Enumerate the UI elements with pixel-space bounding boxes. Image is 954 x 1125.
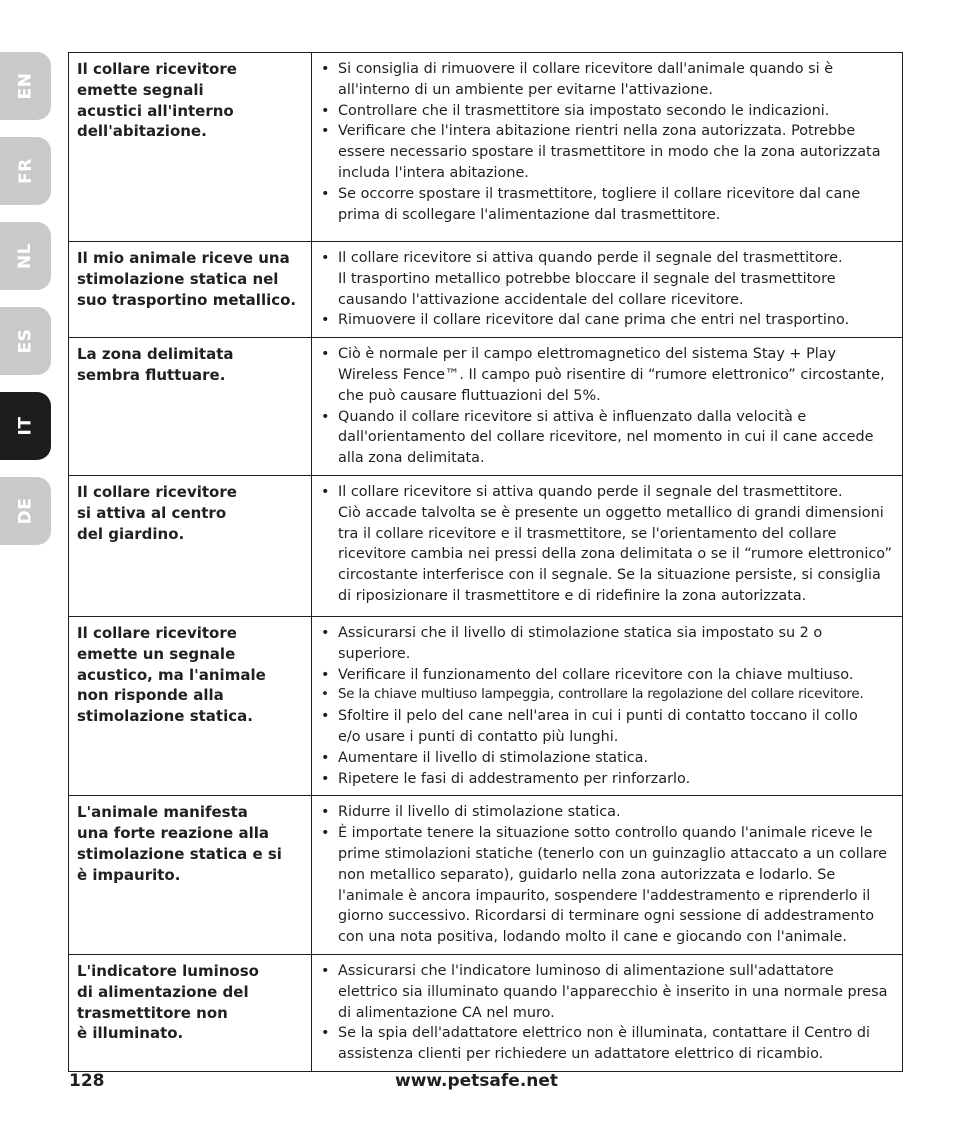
problem-cell bbox=[69, 954, 312, 1071]
problem-text: Il collare ricevitore emette segnali acustici all'interno dell'abitazione. bbox=[77, 60, 237, 141]
solution-item: • Se la spia dell'adattatore elettrico non è illuminata, contattare il Centro di assistenza clienti per richiedere un adattatore elettrico di ricambio. bbox=[318, 1023, 896, 1065]
solution-list bbox=[318, 802, 896, 948]
solution-item: • Se occorre spostare il trasmettitore, togliere il collare ricevitore dal cane prima di scollegare l'alimentazione dal trasmettitore. bbox=[318, 184, 896, 226]
solution-item: • Ciò è normale per il campo elettromagnetico del sistema Stay + Play Wireless Fence™. Il campo può risentire di “rumore elettronico” circostante, che può causare fluttuazioni del 5%. bbox=[318, 344, 896, 406]
problem-cell bbox=[69, 616, 312, 795]
solution-cell bbox=[312, 616, 903, 795]
table-row bbox=[69, 475, 903, 616]
solution-cell bbox=[312, 242, 903, 338]
solution-item: • Rimuovere il collare ricevitore dal cane prima che entri nel trasportino. bbox=[318, 310, 896, 331]
language-tab-nl[interactable] bbox=[0, 222, 51, 290]
table-row bbox=[69, 954, 903, 1071]
solution-list bbox=[318, 623, 896, 789]
solution-item: • Verificare il funzionamento del collare ricevitore con la chiave multiuso. bbox=[318, 665, 896, 686]
language-tab-label: ES bbox=[15, 328, 36, 354]
problem-cell bbox=[69, 53, 312, 242]
solution-item: • Ridurre il livello di stimolazione statica. bbox=[318, 802, 896, 823]
solution-list bbox=[318, 482, 896, 607]
table-row bbox=[69, 338, 903, 476]
language-tab-label: IT bbox=[15, 416, 36, 436]
solution-cell bbox=[312, 954, 903, 1071]
solution-cell bbox=[312, 338, 903, 476]
solution-item: • Assicurarsi che l'indicatore luminoso di alimentazione sull'adattatore elettrico sia illuminato quando l'apparecchio è inserito in una normale presa di alimentazione CA nel muro. bbox=[318, 961, 896, 1023]
problem-text: Il collare ricevitore si attiva al centro del giardino. bbox=[77, 482, 237, 543]
problem-text: L'animale manifesta una forte reazione alla stimolazione statica e si è impaurito. bbox=[77, 803, 282, 884]
solution-cell bbox=[312, 53, 903, 242]
solution-item: • Sfoltire il pelo del cane nell'area in cui i punti di contatto toccano il collo e/o usare i punti di contatto più lunghi. bbox=[318, 706, 896, 748]
solution-item: • Il collare ricevitore si attiva quando perde il segnale del trasmettitore. Ciò accade talvolta se è presente un oggetto metallico di grandi dimensioni tra il collare ricevitore e il trasmettitore, se l'orientamento del collare ricevitore cambia nei pressi della zona delimitata o se il “rumore elettronico” circostante interferisce con il segnale. Se la situazione persiste, si consiglia di riposizionare il trasmettitore e di ridefinire la zona autorizzata. bbox=[318, 482, 896, 607]
language-tab-label: FR bbox=[15, 158, 36, 184]
problem-cell bbox=[69, 242, 312, 338]
solution-cell bbox=[312, 475, 903, 616]
solution-list bbox=[318, 59, 896, 225]
troubleshooting-table bbox=[68, 52, 903, 1072]
solution-item: • Ripetere le fasi di addestramento per rinforzarlo. bbox=[318, 769, 896, 790]
solution-item: • Verificare che l'intera abitazione rientri nella zona autorizzata. Potrebbe essere necessario spostare il trasmettitore in modo che la zona autorizzata includa l'intera abitazione. bbox=[318, 121, 896, 183]
language-tab-fr[interactable] bbox=[0, 137, 51, 205]
table-row bbox=[69, 796, 903, 955]
problem-text: Il collare ricevitore emette un segnale acustico, ma l'animale non risponde alla stimolazione statica. bbox=[77, 623, 266, 726]
problem-text: L'indicatore luminoso di alimentazione del trasmettitore non è illuminato. bbox=[77, 961, 259, 1043]
problem-cell bbox=[69, 475, 312, 616]
language-tab-de[interactable] bbox=[0, 477, 51, 545]
problem-cell bbox=[69, 338, 312, 476]
table-row bbox=[69, 242, 903, 338]
table-row bbox=[69, 53, 903, 242]
solution-list bbox=[318, 961, 896, 1065]
language-tab-it[interactable] bbox=[0, 392, 51, 460]
solution-item: • È importate tenere la situazione sotto controllo quando l'animale riceve le prime stimolazioni statiche (tenerlo con un guinzaglio attaccato a un collare non metallico separato), guidarlo nella zona autorizzata e lodarlo. Se l'animale è ancora impaurito, sospendere l'addestramento e riprenderlo il giorno successivo. Ricordarsi di terminare ogni sessione di addestramento con una nota positiva, lodando molto il cane e giocando con l'animale. bbox=[318, 823, 896, 948]
language-tab-es[interactable] bbox=[0, 307, 51, 375]
table-row bbox=[69, 616, 903, 795]
language-tab-en[interactable] bbox=[0, 52, 51, 120]
solution-item: • Aumentare il livello di stimolazione statica. bbox=[318, 748, 896, 769]
solution-item: • Controllare che il trasmettitore sia impostato secondo le indicazioni. bbox=[318, 101, 896, 122]
problem-cell bbox=[69, 796, 312, 955]
problem-text: Il mio animale riceve una stimolazione statica nel suo trasportino metallico. bbox=[77, 249, 297, 309]
problem-text: La zona delimitata sembra fluttuare. bbox=[77, 345, 234, 384]
solution-item: • Assicurarsi che il livello di stimolazione statica sia impostato su 2 o superiore. bbox=[318, 623, 896, 665]
solution-list bbox=[318, 344, 896, 469]
solution-cell bbox=[312, 796, 903, 955]
solution-item: • Il collare ricevitore si attiva quando perde il segnale del trasmettitore. Il trasportino metallico potrebbe bloccare il segnale del trasmettitore causando l'attivazione accidentale del collare ricevitore. bbox=[318, 248, 896, 310]
page-number: 128 bbox=[69, 1071, 105, 1091]
solution-item: • Se la chiave multiuso lampeggia, controllare la regolazione del collare ricevitore. bbox=[318, 685, 896, 706]
language-tab-label: NL bbox=[15, 242, 36, 270]
footer-website: www.petsafe.net bbox=[395, 1071, 559, 1091]
solution-list bbox=[318, 248, 896, 331]
solution-item: • Quando il collare ricevitore si attiva è influenzato dalla velocità e dall'orientamento del collare ricevitore, nel momento in cui il cane accede alla zona delimitata. bbox=[318, 407, 896, 469]
language-tab-label: DE bbox=[15, 497, 36, 525]
language-tab-label: EN bbox=[15, 72, 36, 100]
solution-item: • Si consiglia di rimuovere il collare ricevitore dall'animale quando si è all'interno di un ambiente per evitarne l'attivazione. bbox=[318, 59, 896, 101]
